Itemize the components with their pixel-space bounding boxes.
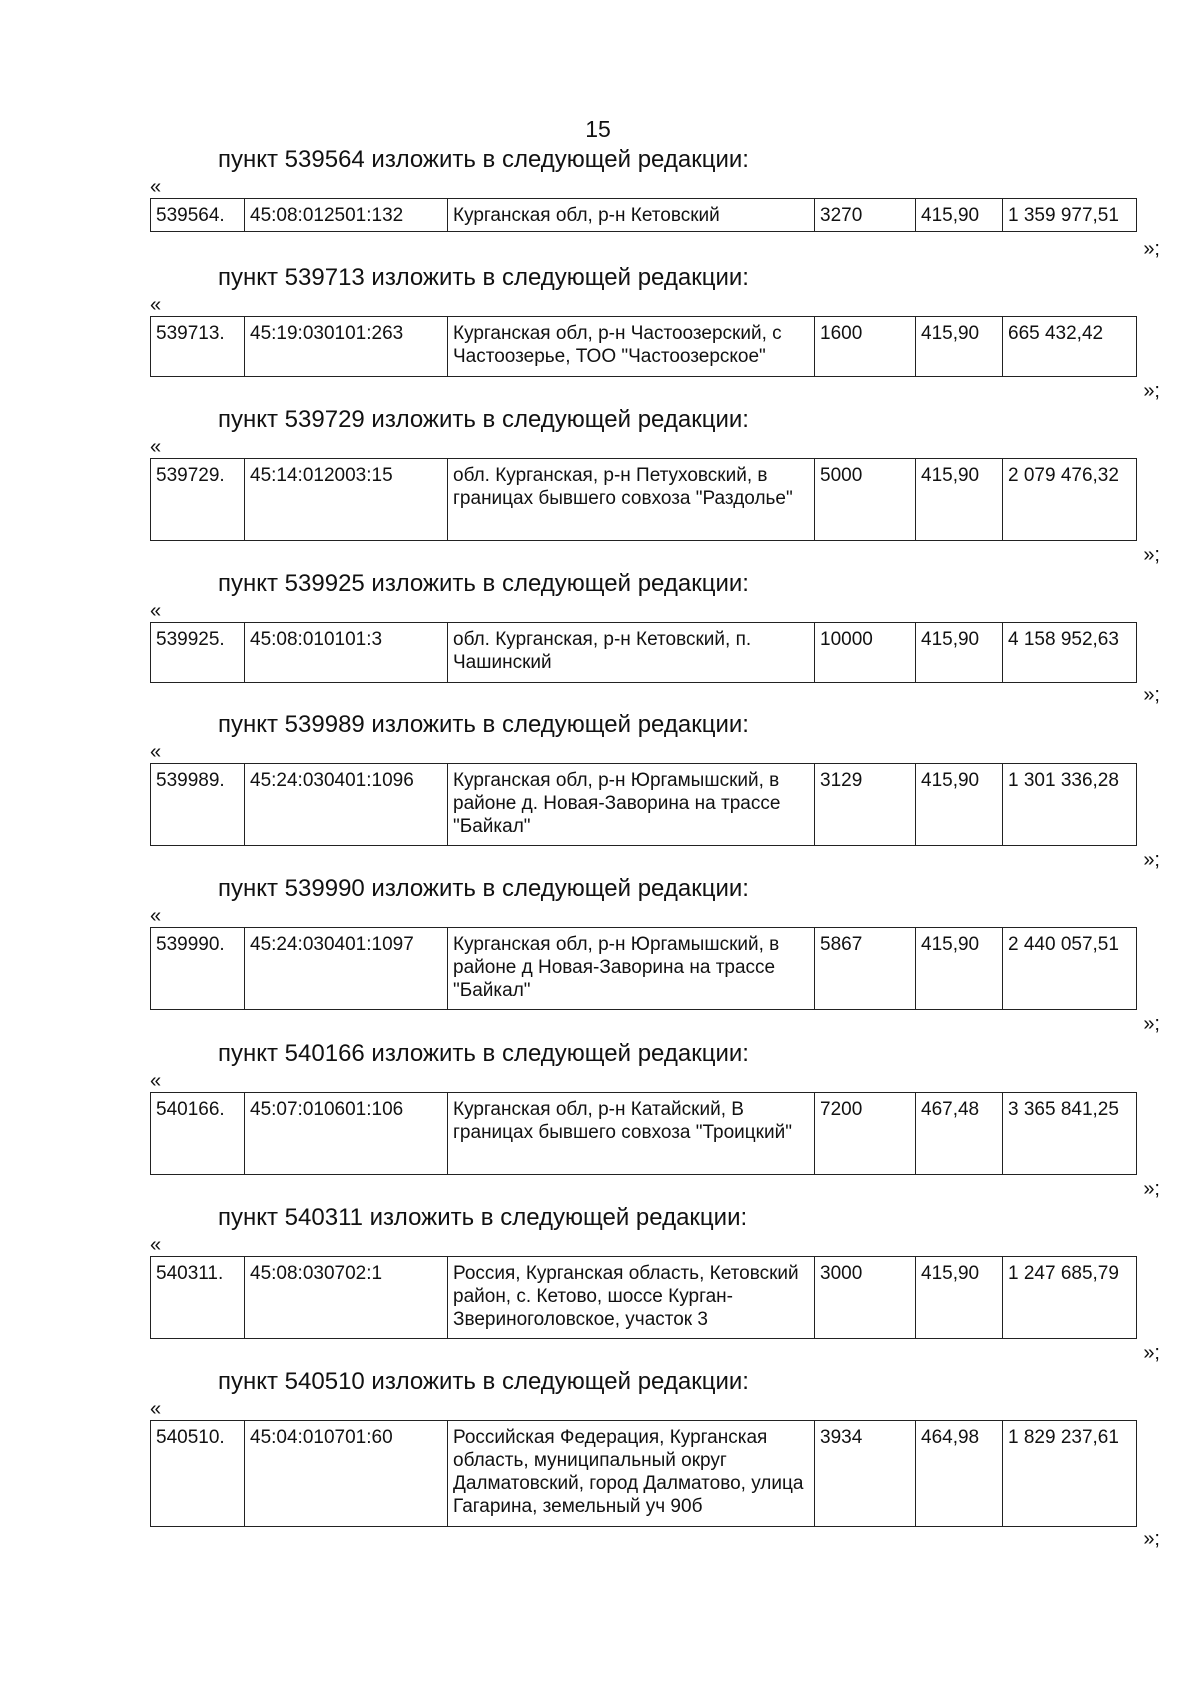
- cell-cadastral: 45:24:030401:1096: [245, 764, 448, 846]
- entry-table: [150, 198, 1137, 232]
- open-quote: «: [150, 1398, 162, 1420]
- page-number: 15: [585, 116, 611, 142]
- open-quote: «: [150, 176, 162, 198]
- close-quote: »;: [1143, 1528, 1160, 1550]
- cell-number: 540510.: [151, 1421, 245, 1527]
- entry-table: [150, 1256, 1137, 1339]
- cell-rate: 415,90: [916, 623, 1003, 683]
- cell-number: 539925.: [151, 623, 245, 683]
- open-quote: «: [150, 1070, 162, 1092]
- close-quote: »;: [1143, 1013, 1160, 1035]
- cell-value: 2 440 057,51: [1003, 928, 1137, 1010]
- close-quote: »;: [1143, 849, 1160, 871]
- close-quote: »;: [1143, 238, 1160, 260]
- table-row: [151, 623, 1137, 683]
- open-quote: «: [150, 741, 162, 763]
- open-quote: «: [150, 1234, 162, 1256]
- amendment-heading: пункт 539564 изложить в следующей редакции:: [218, 146, 749, 173]
- cell-rate: 464,98: [916, 1421, 1003, 1527]
- table-row: [151, 1093, 1137, 1175]
- close-quote: »;: [1143, 1342, 1160, 1364]
- amendment-heading: пункт 540166 изложить в следующей редакции:: [218, 1040, 749, 1067]
- entry-table: [150, 1092, 1137, 1175]
- cell-area: 10000: [815, 623, 916, 683]
- table-row: [151, 1257, 1137, 1339]
- cell-value: 3 365 841,25: [1003, 1093, 1137, 1175]
- close-quote: »;: [1143, 380, 1160, 402]
- table-row: [151, 317, 1137, 377]
- cell-address: обл. Курганская, р-н Кетовский, п. Чашинский: [448, 623, 815, 683]
- cell-rate: 415,90: [916, 317, 1003, 377]
- entry-table: [150, 458, 1137, 541]
- amendment-heading: пункт 540311 изложить в следующей редакции:: [218, 1204, 748, 1231]
- cell-rate: 415,90: [916, 199, 1003, 232]
- cell-value: 1 829 237,61: [1003, 1421, 1137, 1527]
- close-quote: »;: [1143, 1178, 1160, 1200]
- cell-area: 3934: [815, 1421, 916, 1527]
- entry-table: [150, 763, 1137, 846]
- cell-area: 3129: [815, 764, 916, 846]
- cell-number: 539729.: [151, 459, 245, 541]
- open-quote: «: [150, 905, 162, 927]
- table-row: [151, 1421, 1137, 1527]
- cell-area: 7200: [815, 1093, 916, 1175]
- cell-number: 539564.: [151, 199, 245, 232]
- cell-cadastral: 45:07:010601:106: [245, 1093, 448, 1175]
- cell-value: 2 079 476,32: [1003, 459, 1137, 541]
- cell-address: Курганская обл, р-н Частоозерский, с Частоозерье, ТОО "Частоозерское": [448, 317, 815, 377]
- cell-address: Курганская обл, р-н Катайский, В границах бывшего совхоза "Троицкий": [448, 1093, 815, 1175]
- amendment-heading: пункт 539713 изложить в следующей редакции:: [218, 264, 749, 291]
- table-row: [151, 764, 1137, 846]
- close-quote: »;: [1143, 684, 1160, 706]
- cell-value: 665 432,42: [1003, 317, 1137, 377]
- amendment-heading: пункт 539989 изложить в следующей редакции:: [218, 711, 749, 738]
- cell-address: Курганская обл, р-н Юргамышский, в районе д. Новая-Заворина на трассе "Байкал": [448, 764, 815, 846]
- entry-table: [150, 1420, 1137, 1527]
- cell-cadastral: 45:04:010701:60: [245, 1421, 448, 1527]
- cell-area: 5867: [815, 928, 916, 1010]
- open-quote: «: [150, 294, 162, 316]
- cell-value: 4 158 952,63: [1003, 623, 1137, 683]
- cell-area: 3000: [815, 1257, 916, 1339]
- cell-value: 1 301 336,28: [1003, 764, 1137, 846]
- table-row: [151, 928, 1137, 1010]
- cell-cadastral: 45:19:030101:263: [245, 317, 448, 377]
- cell-area: 1600: [815, 317, 916, 377]
- cell-rate: 467,48: [916, 1093, 1003, 1175]
- close-quote: »;: [1143, 544, 1160, 566]
- cell-number: 540311.: [151, 1257, 245, 1339]
- cell-cadastral: 45:14:012003:15: [245, 459, 448, 541]
- cell-address: Курганская обл, р-н Кетовский: [448, 199, 815, 232]
- cell-rate: 415,90: [916, 764, 1003, 846]
- table-row: [151, 459, 1137, 541]
- amendment-heading: пункт 539729 изложить в следующей редакции:: [218, 406, 749, 433]
- cell-number: 540166.: [151, 1093, 245, 1175]
- amendment-heading: пункт 539990 изложить в следующей редакции:: [218, 875, 749, 902]
- entry-table: [150, 622, 1137, 683]
- cell-cadastral: 45:24:030401:1097: [245, 928, 448, 1010]
- cell-address: Россия, Курганская область, Кетовский район, с. Кетово, шоссе Курган-Звериноголовское, участок 3: [448, 1257, 815, 1339]
- cell-number: 539990.: [151, 928, 245, 1010]
- entry-table: [150, 316, 1137, 377]
- cell-number: 539713.: [151, 317, 245, 377]
- cell-cadastral: 45:08:030702:1: [245, 1257, 448, 1339]
- cell-rate: 415,90: [916, 459, 1003, 541]
- amendment-heading: пункт 540510 изложить в следующей редакции:: [218, 1368, 749, 1395]
- entry-table: [150, 927, 1137, 1010]
- cell-address: обл. Курганская, р-н Петуховский, в границах бывшего совхоза "Раздолье": [448, 459, 815, 541]
- amendment-heading: пункт 539925 изложить в следующей редакции:: [218, 570, 749, 597]
- cell-value: 1 359 977,51: [1003, 199, 1137, 232]
- cell-rate: 415,90: [916, 928, 1003, 1010]
- cell-address: Курганская обл, р-н Юргамышский, в районе д Новая-Заворина на трассе "Байкал": [448, 928, 815, 1010]
- cell-cadastral: 45:08:010101:3: [245, 623, 448, 683]
- open-quote: «: [150, 600, 162, 622]
- cell-rate: 415,90: [916, 1257, 1003, 1339]
- cell-number: 539989.: [151, 764, 245, 846]
- cell-area: 5000: [815, 459, 916, 541]
- cell-address: Российская Федерация, Курганская область, муниципальный округ Далматовский, город Далматово, улица Гагарина, земельный уч 90б: [448, 1421, 815, 1527]
- cell-cadastral: 45:08:012501:132: [245, 199, 448, 232]
- open-quote: «: [150, 436, 162, 458]
- table-row: [151, 199, 1137, 232]
- cell-area: 3270: [815, 199, 916, 232]
- cell-value: 1 247 685,79: [1003, 1257, 1137, 1339]
